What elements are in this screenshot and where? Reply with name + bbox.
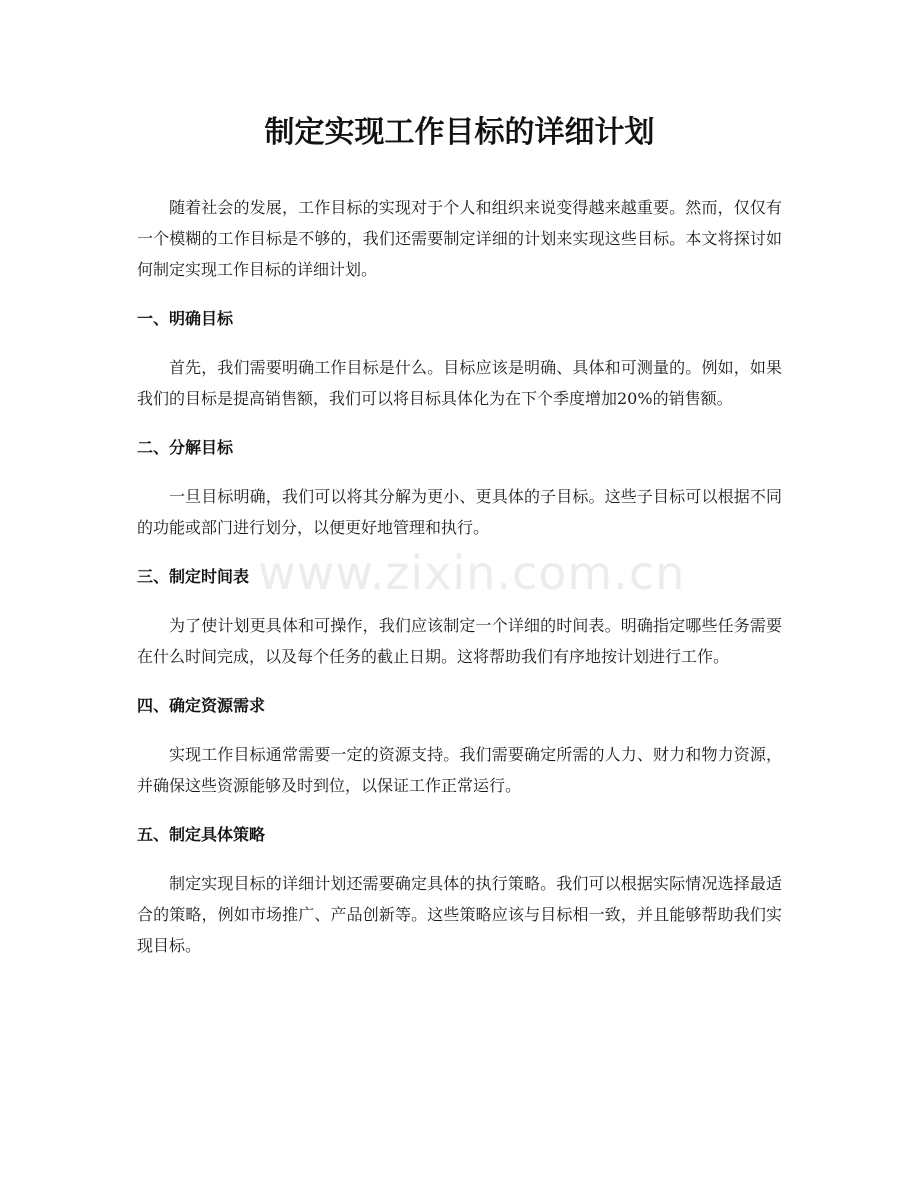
section-heading-2: 二、分解目标 bbox=[137, 438, 234, 457]
section-heading-5: 五、制定具体策略 bbox=[137, 825, 266, 844]
section-body-3: 为了使计划更具体和可操作，我们应该制定一个详细的时间表。明确指定哪些任务需要在什么时间完成，以及每个任务的截止日期。这将帮助我们有序地按计划进行工作。 bbox=[137, 616, 782, 666]
intro-paragraph: 随着社会的发展，工作目标的实现对于个人和组织来说变得越来越重要。然而，仅仅有一个模糊的工作目标是不够的，我们还需要制定详细的计划来实现这些目标。本文将探讨如何制定实现工作目标的详细计划。 bbox=[137, 198, 782, 279]
document-title: 制定实现工作目标的详细计划 bbox=[264, 115, 655, 150]
section-heading-1: 一、明确目标 bbox=[137, 309, 234, 328]
section-heading-4: 四、确定资源需求 bbox=[137, 696, 266, 715]
section-heading-3: 三、制定时间表 bbox=[137, 567, 250, 586]
section-body-5: 制定实现目标的详细计划还需要确定具体的执行策略。我们可以根据实际情况选择最适合的策略，例如市场推广、产品创新等。这些策略应该与目标相一致，并且能够帮助我们实现目标。 bbox=[137, 874, 782, 955]
watermark: www.zixin.com.cn bbox=[258, 546, 686, 600]
section-body-1: 首先，我们需要明确工作目标是什么。目标应该是明确、具体和可测量的。例如，如果我们的目标是提高销售额，我们可以将目标具体化为在下个季度增加20%的销售额。 bbox=[137, 358, 782, 408]
section-body-2: 一旦目标明确，我们可以将其分解为更小、更具体的子目标。这些子目标可以根据不同的功能或部门进行划分，以便更好地管理和执行。 bbox=[137, 487, 782, 537]
section-body-4: 实现工作目标通常需要一定的资源支持。我们需要确定所需的人力、财力和物力资源，并确保这些资源能够及时到位，以保证工作正常运行。 bbox=[137, 745, 782, 795]
